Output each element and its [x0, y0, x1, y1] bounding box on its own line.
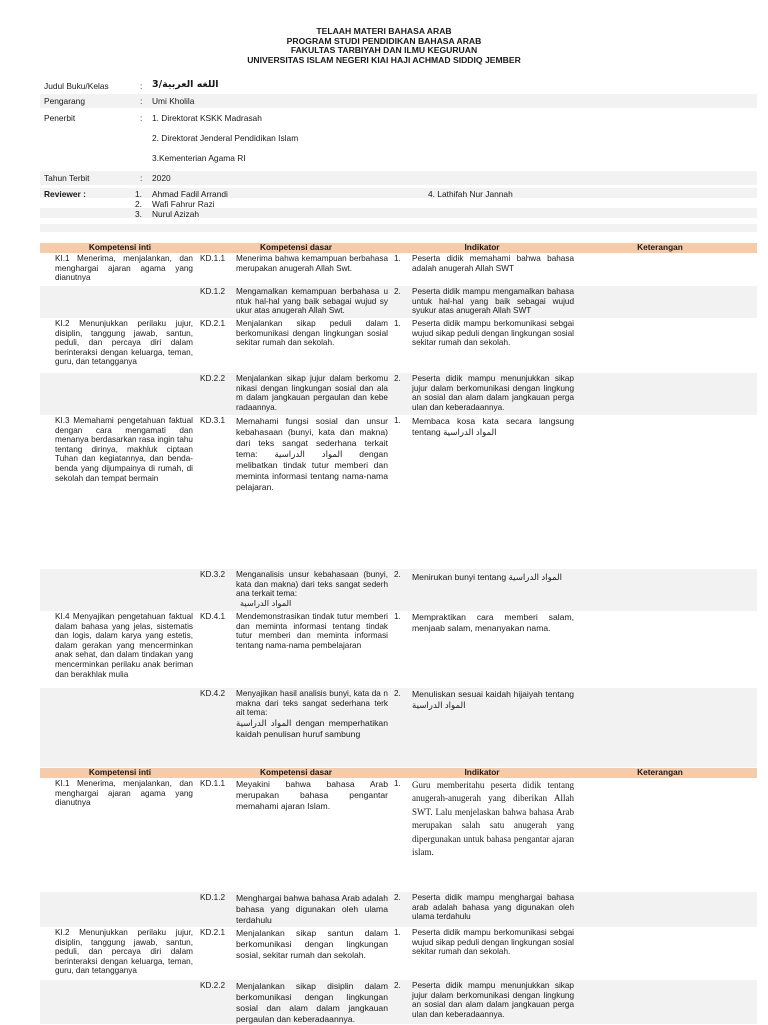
header-kd: Kompetensi dasar — [260, 767, 332, 777]
indikator-cell: Menuliskan sesuai kaidah hijaiyah tentang المواد الدراسية — [412, 689, 574, 710]
indikator-cell: Guru memberitahu peserta didik tentang anugerah-anugerah yang diberikan Allah SWT. Lalu menjelaskan bahwa bahasa Arab merupakan salah satu anugerah yang dipergunakan untuk bahasa pengantar ajaran islam. — [412, 780, 574, 858]
header-ki: Kompetensi inti — [88, 767, 152, 777]
info-label: Pengarang — [44, 96, 85, 106]
table-row — [40, 927, 757, 980]
table-row — [40, 611, 757, 688]
ki-cell: KI.2 Menunjukkan perilaku jujur, disiplin, tanggung jawab, santun, peduli, dan percaya diri dalam berinteraksi dengan keluarga, teman, guru, dan tetangganya — [55, 319, 193, 367]
kd-arabic: المواد الدراسية — [240, 597, 292, 608]
info-penerbit — [40, 110, 757, 170]
kd-code: KD.4.1 — [200, 612, 226, 621]
indikator-cell: Peserta didik mampu mengamalkan bahasa untuk hal-hal yang baik sebagai wujud syukur atas anugerah Allah SWT — [412, 287, 574, 316]
ind-num: 1. — [394, 928, 401, 937]
table-row — [40, 892, 757, 927]
kd-cell: Menghargai bahwa bahasa Arab adalah bahasa yang digunakan oleh ulama terdahulu — [236, 893, 388, 925]
table-header — [40, 243, 757, 253]
kd-code: KD.3.2 — [200, 570, 226, 579]
kd-code: KD.1.2 — [200, 893, 226, 902]
kd-code: KD.4.2 — [200, 689, 226, 698]
kd-code: KD.2.1 — [200, 928, 226, 937]
table-row — [40, 778, 757, 892]
header-indikator: Indikator — [464, 767, 500, 777]
indikator-cell: Menirukan bunyi tentang المواد الدراسية — [412, 572, 562, 582]
indikator-cell: Peserta didik mampu menunjukkan sikap jujur dalam berkomunikasi dengan lingkung an sosial dan alam dalam jangkauan perga ulan dan keberadaannya. — [412, 374, 574, 412]
table-header — [40, 768, 757, 778]
table-row — [40, 569, 757, 611]
faculty-name: FAKULTAS TARBIYAH DAN ILMU KEGURUAN — [290, 45, 478, 56]
info-label: Judul Buku/Kelas — [44, 81, 109, 91]
info-label: Penerbit — [44, 113, 76, 123]
info-label: Tahun Terbit — [44, 173, 90, 183]
info-judul — [40, 79, 757, 93]
indikator-cell: Peserta didik mampu menghargai bahasa arab adalah bahasa yang digunakan oleh ulama terdahulu — [412, 893, 574, 922]
info-pengarang — [40, 94, 757, 108]
kd-code: KD.2.2 — [200, 374, 226, 383]
kd-cell: Meyakini bahwa bahasa Arab merupakan bahasa pengantar memahami ajaran Islam. — [236, 779, 388, 811]
kd-cell: Mendemonstrasikan tindak tutur memberi dan meminta informasi tentang tindak tutur memberi dan meminta informasi tentang nama-nama pembelajaran — [236, 612, 388, 650]
info-value: 1. Direktorat KSKK Madrasah — [152, 113, 262, 123]
header-keterangan: Keterangan — [637, 767, 683, 777]
kd-text: Menyajikan hasil analisis bunyi, kata da n makna dari teks sangat sederhana terk ait tema: — [236, 689, 388, 718]
kd-cell: Mengamalkan kemampuan berbahasa u ntuk hal-hal yang baik sebagai wujud sy ukur atas anugerah Allah Swt. — [236, 287, 388, 316]
document-header — [0, 27, 768, 65]
ki-cell: KI.1 Menerima, menjalankan, dan menghargai ajaran agama yang dianutnya — [55, 779, 193, 808]
indikator-cell: Membaca kosa kata secara langsung tentang المواد الدراسية — [412, 416, 574, 437]
ind-num: 1. — [394, 319, 401, 328]
indikator-cell: Mempraktikan cara memberi salam, menjaab salam, menanyakan nama. — [412, 612, 574, 633]
reviewer-name: 4. Lathifah Nur Jannah — [428, 189, 513, 199]
header-keterangan: Keterangan — [637, 242, 683, 252]
info-colon: : — [140, 81, 143, 91]
ki-cell: KI.4 Menyajikan pengetahuan faktual dalam bahasa yang jelas, sistematis dan logis, dalam karya yang estetis, dalam gerakan yang mencerminkan anak sehat, dan dalam tindakan yang mencerminkan perilaku anak beriman dan berakhlak mulia — [55, 612, 193, 679]
info-value: 3.Kementerian Agama RI — [152, 153, 246, 163]
ind-num: 2. — [394, 287, 401, 296]
kd-code: KD.2.2 — [200, 981, 226, 990]
ind-num: 2. — [394, 981, 401, 990]
info-value: Umi Kholila — [152, 96, 195, 106]
reviewer-name: Wafi Fahrur Razi — [152, 199, 215, 209]
reviewer-name: Nurul Azizah — [152, 209, 200, 219]
ind-num: 2. — [394, 689, 401, 698]
ind-num: 1. — [394, 254, 401, 263]
program-name: PROGRAM STUDI PENDIDIKAN BAHASA ARAB — [286, 35, 482, 46]
reviewer-shade — [40, 208, 757, 218]
indikator-cell: Peserta didik mampu menunjukkan sikap jujur dalam berkomunikasi dengan lingkung an sosial dan alam dalam jangkauan perga ulan dan keberadaannya. — [412, 981, 574, 1019]
ki-cell: KI.3 Memahami pengetahuan faktual dengan cara mengamati dan menanya berdasarkan rasa ingin tahu tentang dirinya, makhluk ciptaan Tuhan dan kegiatannya, dan benda-benda yang dijumpainya di rumah, di sekolah dan tempat bermain — [55, 416, 193, 483]
reviewer-shade — [40, 188, 757, 198]
kd-cell: Memahami fungsi sosial dan unsur kebahasaan (bunyi, kata dan makna) dari teks sangat sederhana terkait tema: المواد الدراسية dengan melibatkan tindak tutur memberi dan meminta informasi tentang nama-nama pelajaran. — [236, 416, 388, 492]
kd-code: KD.1.2 — [200, 287, 226, 296]
info-colon: : — [140, 173, 143, 183]
indikator-cell: Peserta didik mampu berkomunikasi sebgai wujud sikap peduli dengan lingkungan sosial sekitar rumah dan sekolah. — [412, 928, 574, 957]
kd-text-tail: المواد الدراسية dengan memperhatikan kaidah penulisan huruf sambung — [236, 717, 388, 739]
kd-code: KD.1.1 — [200, 254, 226, 263]
ind-num: 1. — [394, 612, 401, 621]
kd-cell: Menjalankan sikap disiplin dalam berkomunikasi dengan lingkungan sosial dan alam dalam jangkauan pergaulan dan keberadaannya. — [236, 981, 388, 1024]
kd-cell: Menjalankan sikap peduli dalam berkomunikasi dengan lingkungan sosial sekitar rumah dan sekolah. — [236, 319, 388, 348]
kd-cell: Menjalankan sikap jujur dalam berkomu nikasi dengan lingkungan sosial dan ala m dalam jangkauan pergaulan dan kebe radaannya. — [236, 374, 388, 412]
kd-text: Menganalisis unsur kebahasaan (bunyi, kata dan makna) dari teks sangat sederh ana terkait tema: — [236, 570, 388, 599]
info-value: اللغه العربية/3 — [152, 79, 219, 90]
kd-code: KD.2.1 — [200, 319, 226, 328]
reviewer-name: Ahmad Fadil Arrandi — [152, 189, 228, 199]
kd-cell — [236, 689, 388, 740]
ind-num: 1. — [394, 416, 401, 425]
ind-num: 1. — [394, 779, 401, 788]
doc-title: TELAAH MATERI BAHASA ARAB — [316, 26, 452, 36]
table-row — [40, 373, 757, 415]
ind-num: 2. — [394, 570, 401, 579]
kd-cell: Menerima bahwa kemampuan berbahasa merupakan anugerah Allah Swt. — [236, 254, 388, 273]
ind-num: 2. — [394, 893, 401, 902]
indikator-cell: Peserta didik memahami bahwa bahasa adalah anugerah Allah SWT — [412, 254, 574, 273]
indikator-cell: Peserta didik mampu berkomunikasi sebgai wujud sikap peduli dengan lingkungan sosial sekitar rumah dan sekolah. — [412, 319, 574, 348]
info-spacer — [40, 224, 757, 232]
ind-num: 2. — [394, 374, 401, 383]
info-value: 2020 — [152, 173, 171, 183]
reviewer-num: 3. — [135, 209, 142, 219]
info-tahun — [40, 171, 757, 185]
ki-cell: KI.1 Menerima, menjalankan, dan menghargai ajaran agama yang dianutnya — [55, 254, 193, 283]
kd-code: KD.3.1 — [200, 416, 226, 425]
info-colon: : — [140, 113, 143, 123]
header-ki: Kompetensi inti — [88, 242, 152, 252]
reviewer-num: 2. — [135, 199, 142, 209]
table-row — [40, 415, 757, 569]
info-reviewer — [40, 187, 757, 222]
table-row — [40, 688, 757, 767]
university-name: UNIVERSITAS ISLAM NEGERI KIAI HAJI ACHMAD SIDDIQ JEMBER — [247, 54, 521, 65]
kd-cell: Menjalankan sikap santun dalam berkomunikasi dengan lingkungan sosial, sekitar rumah dan sekolah. — [236, 928, 388, 960]
ki-cell: KI.2 Menunjukkan perilaku jujur, disiplin, tanggung jawab, santun, peduli, dan percaya diri dalam berinteraksi dengan keluarga, teman, guru, dan tetangganya — [55, 928, 193, 976]
reviewer-num: 1. — [135, 189, 142, 199]
table-row — [40, 286, 757, 318]
info-label: Reviewer : — [44, 189, 86, 199]
kd-cell — [236, 570, 388, 608]
table-row — [40, 253, 757, 286]
table-row — [40, 318, 757, 373]
kd-code: KD.1.1 — [200, 779, 226, 788]
info-value: 2. Direktorat Jenderal Pendidikan Islam — [152, 133, 299, 143]
table-row — [40, 980, 757, 1024]
header-indikator: Indikator — [464, 242, 500, 252]
info-colon: : — [140, 96, 143, 106]
header-kd: Kompetensi dasar — [260, 242, 332, 252]
